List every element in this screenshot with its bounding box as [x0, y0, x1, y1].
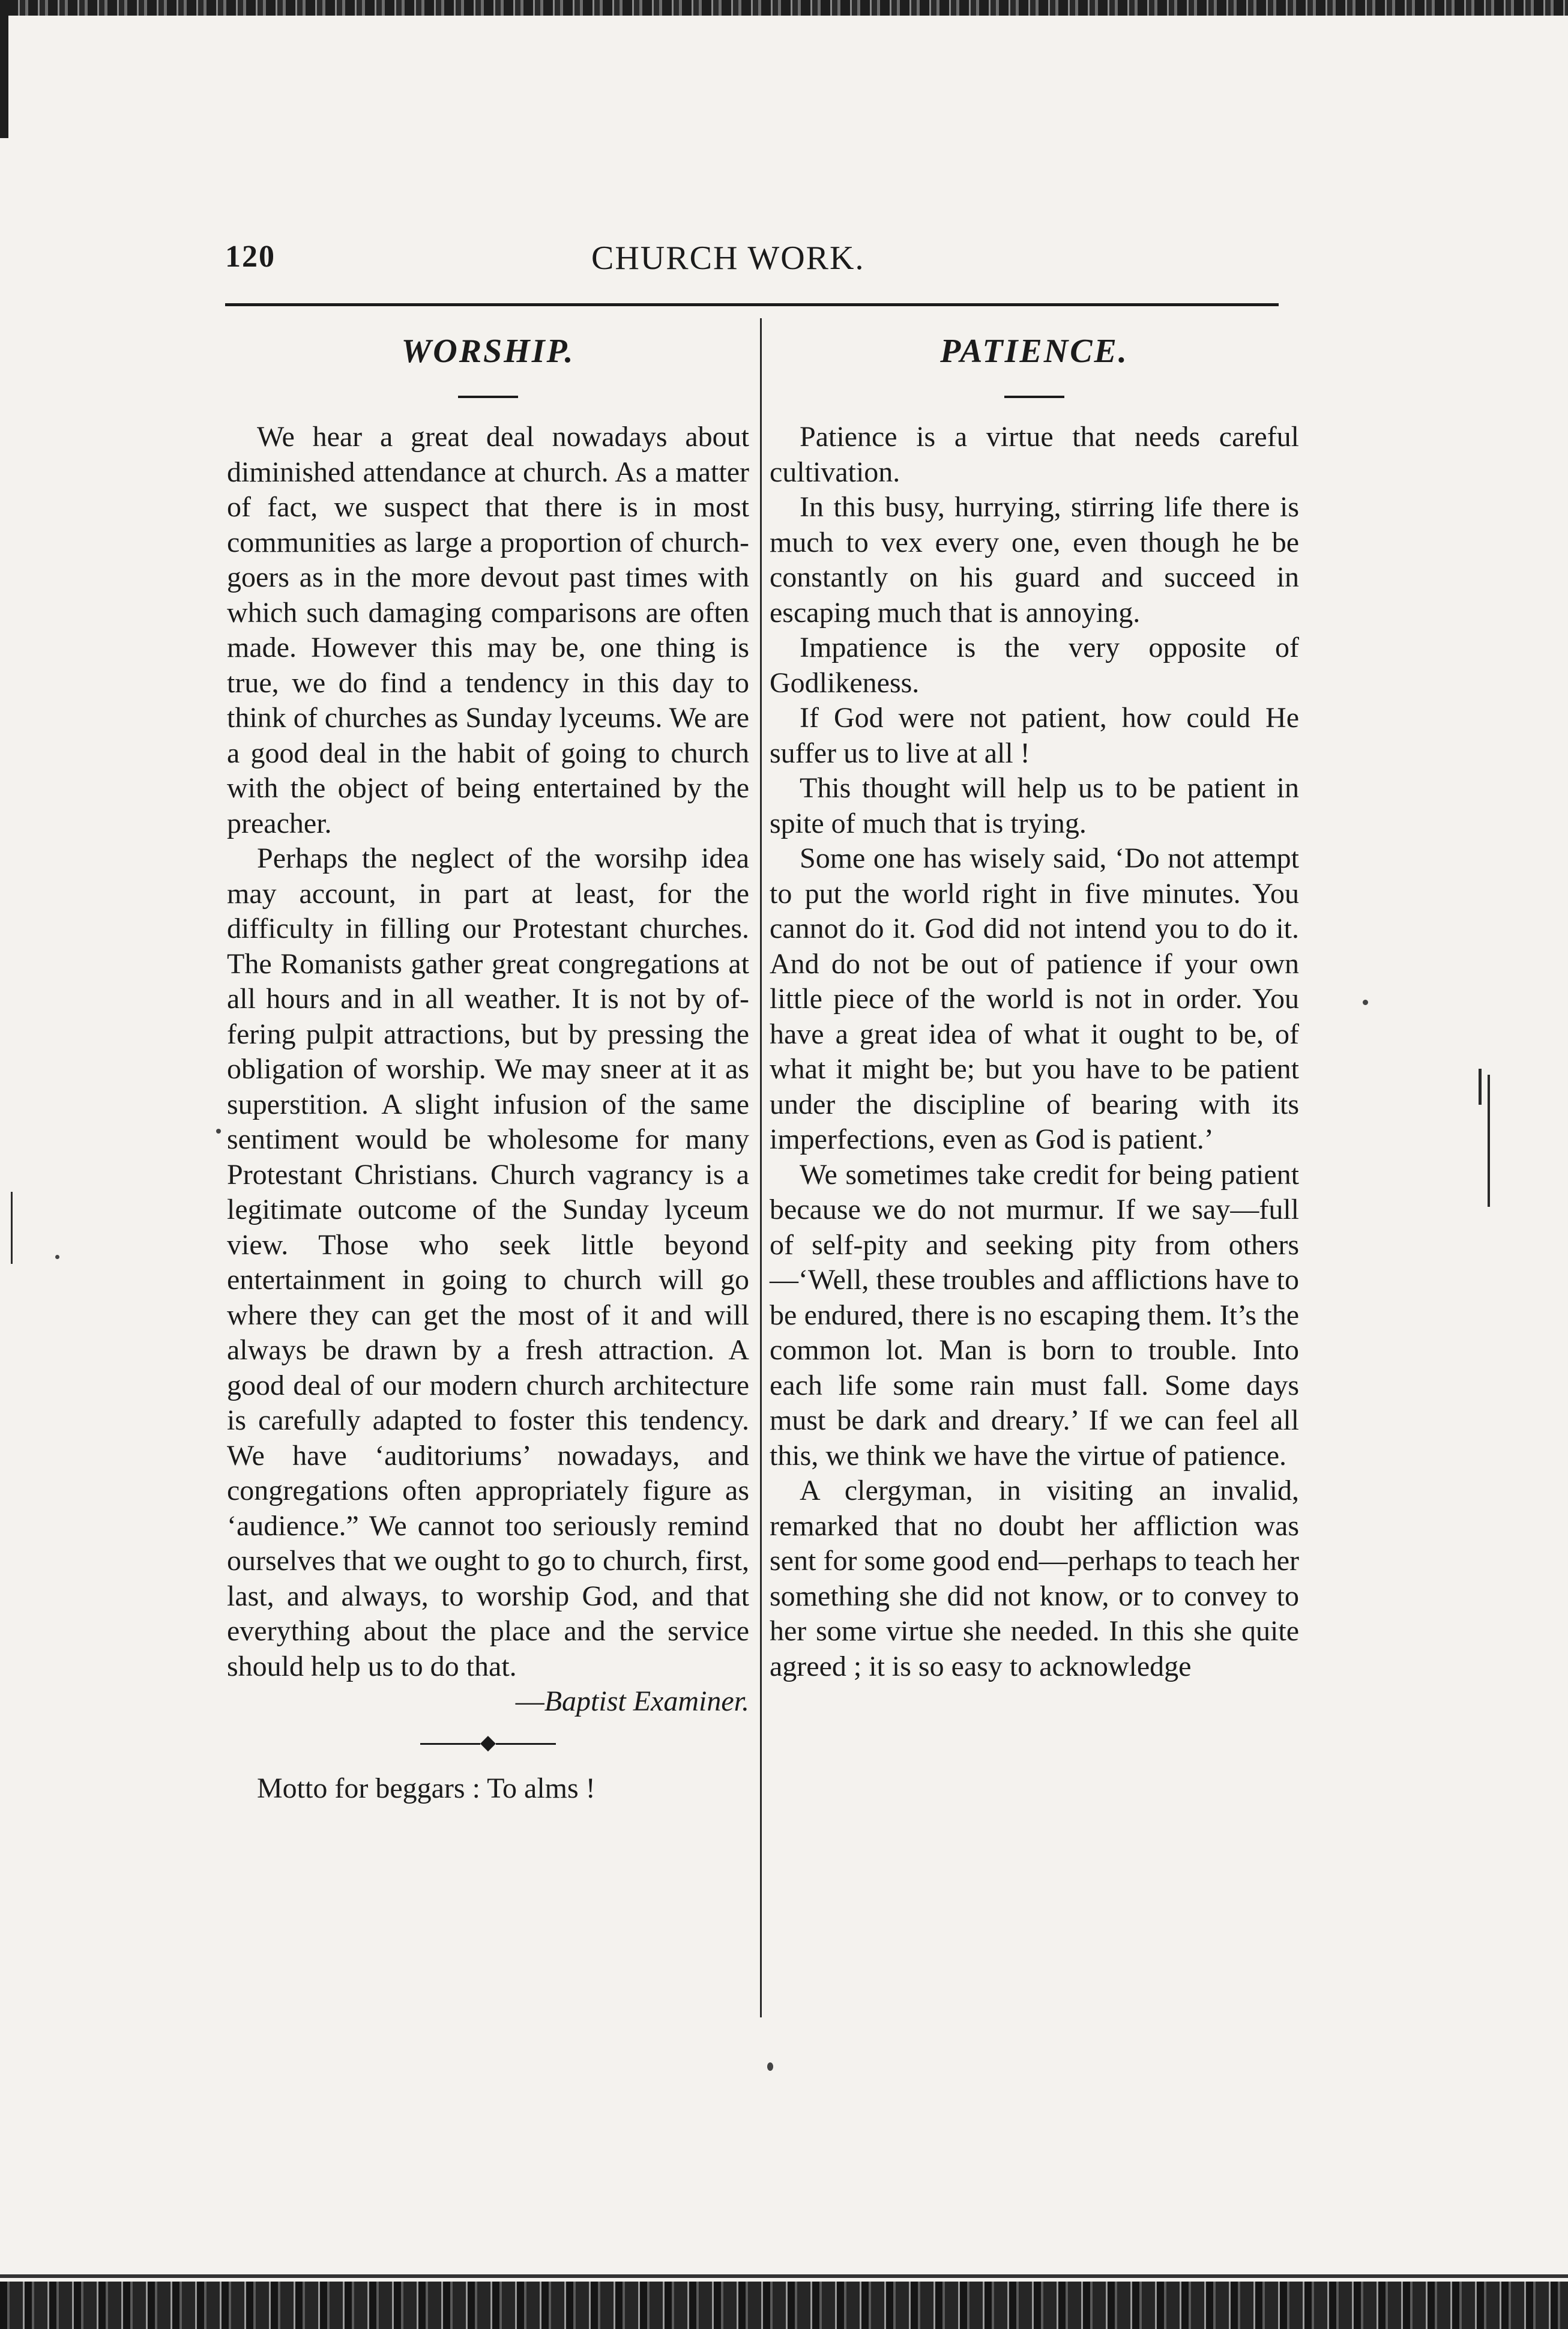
worship-title: WORSHIP. — [401, 333, 575, 370]
patience-paragraph: This thought will help us to be patient in spite of much that is trying. — [770, 772, 1299, 839]
worship-paragraph: Perhaps the neglect of the worsihp idea may account, in part at least, for the difficulty in filling our Protestant churches. The Romanists gather great congregations at all hours and in all weather. It is not by offering pulpit attractions, but by pressing the obligation of worship. We may sneer at it as superstition. A slight infusion of the same sentiment would be wholesome for many Protestant Christians. Church vagrancy is a legitimate outcome of the Sunday lyceum view. Those who seek little beyond entertainment in going to church will go where they can get the most of it and will always be drawn by a fresh attraction. A good deal of our modern church architecture is carefully adapted to foster this tendency. We have ‘auditoriums’ nowadays, and congregations often appropriately figure as ‘audience.” We cannot too seriously remind ourselves that we ought to go to church, first, last, and always, to worship God, and that everything about the place and the service should help us to do that. — [227, 842, 749, 1682]
patience-paragraph: In this busy, hurrying, stirring life there is much to vex every one, even though he be constantly on his guard and succeed in escaping much that is annoying. — [770, 491, 1299, 629]
patience-paragraph: Some one has wisely said, ‘Do not attempt to put the world right in five minutes. You cannot do it. God did not intend you to do it. And do not be out of patience if your own little piece of the world is not in order. You have a great idea of what it ought to be, of what it might be; but you have to be patient under the discipline of bearing with its imperfections, even as God is patient.’ — [770, 842, 1299, 1155]
page-number: 120 — [225, 240, 276, 274]
motto-line: Motto for beggars : To alms ! — [257, 1772, 596, 1804]
patience-paragraph: Patience is a virtue that needs careful cultivation. — [770, 421, 1299, 488]
column-divider — [760, 318, 762, 2017]
running-title: CHURCH WORK. — [591, 240, 865, 277]
scan-edge-bottom — [0, 2282, 1568, 2329]
patience-column — [770, 327, 1299, 1684]
scan-edge-line — [0, 2274, 1568, 2278]
header-rule — [225, 303, 1279, 306]
patience-title: PATIENCE. — [940, 333, 1129, 370]
patience-paragraph: We sometimes take credit for being patient because we do not murmur. If we say—full of self-pity and seeking pity from others—‘Well, these troubles and afflictions have to be endured, there is no escaping them. It’s the common lot. Man is born to trouble. Into each life some rain must fall. Some days must be dark and dreary.’ If we can feel all this, we think we have the virtue of patience. — [770, 1158, 1299, 1472]
scan-edge-top — [0, 0, 1568, 16]
scan-edge-left — [0, 0, 8, 138]
ink-speck — [767, 2062, 773, 2071]
patience-paragraph: If God were not patient, how could He suffer us to live at all ! — [770, 702, 1299, 769]
margin-mark — [1488, 1075, 1490, 1207]
margin-mark — [1479, 1069, 1482, 1105]
patience-paragraph: A clergyman, in visiting an invalid, remarked that no doubt her affliction was sent for some good end—perhaps to teach her something she did not know, or to convey to her some virtue she needed. In this she quite agreed ; it is so easy to acknowledge — [770, 1475, 1299, 1682]
credit-source: Baptist Examiner. — [544, 1685, 749, 1717]
ink-speck — [216, 1129, 221, 1134]
ink-speck — [1363, 1000, 1368, 1005]
section-ornament: ◆ — [227, 1733, 749, 1753]
credit-dash: — — [515, 1685, 544, 1717]
ornament-line — [420, 1743, 480, 1745]
margin-mark — [11, 1192, 13, 1264]
worship-column — [227, 327, 749, 1806]
patience-paragraph: Impatience is the very opposite of Godlikeness. — [770, 632, 1299, 699]
title-rule — [1004, 396, 1064, 398]
ink-speck — [55, 1255, 59, 1259]
worship-paragraph: We hear a great deal nowadays about diminished attendance at church. As a matter of fact, we suspect that there is in most communities as large a proportion of churchgoers as in the more devout past times with which such damaging comparisons are often made. However this may be, one thing is true, we do find a tendency in this day to think of churches as Sunday lyceums. We are a good deal in the habit of going to church with the object of being entertained by the preacher. — [227, 421, 749, 839]
ornament-line — [496, 1743, 556, 1745]
worship-credit — [227, 1684, 749, 1720]
title-rule — [458, 396, 518, 398]
